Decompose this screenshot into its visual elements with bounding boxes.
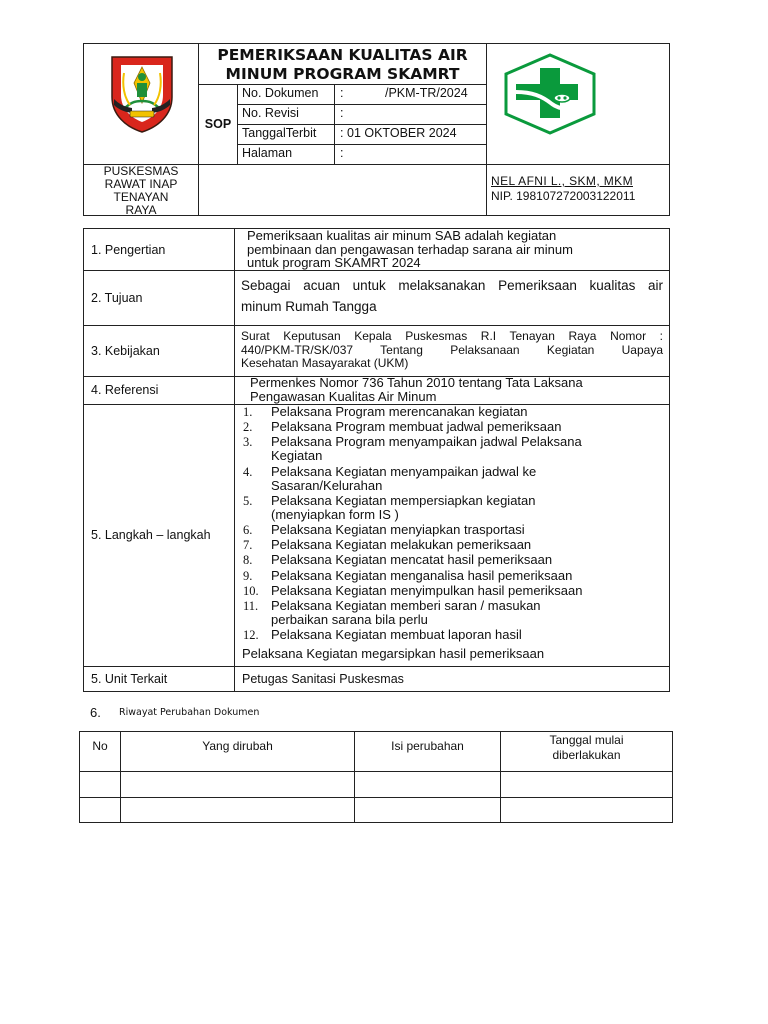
revision-number bbox=[380, 104, 480, 124]
section-label-tujuan: 2. Tujuan bbox=[91, 290, 143, 305]
meta-colon: : bbox=[340, 106, 344, 120]
text-line: Surat Keputusan Kepala Puskesmas R.I Tenayan Raya Nomor : bbox=[241, 329, 663, 343]
meta-label: TanggalTerbit bbox=[242, 126, 317, 140]
header-line: diberlakukan bbox=[552, 748, 621, 762]
text-line: Sebagai acuan untuk melaksanakan Pemeriksaan kualitas air bbox=[241, 278, 663, 293]
step-number: 5. bbox=[243, 493, 253, 508]
step-text: Pelaksana Program merencanakan kegiatan bbox=[271, 404, 528, 419]
step-text: Pelaksana Kegiatan menyiapkan trasportasi bbox=[271, 521, 525, 537]
sop-content-table bbox=[83, 228, 670, 692]
section-label-unit-terkait: 5. Unit Terkait bbox=[91, 671, 168, 686]
sop-label: SOP bbox=[204, 117, 232, 131]
health-cross-icon bbox=[502, 52, 598, 136]
step-number: 7. bbox=[243, 538, 253, 553]
step-number: 9. bbox=[243, 568, 253, 583]
title-line: PEMERIKSAAN KUALITAS AIR bbox=[217, 46, 468, 64]
regional-emblem-logo bbox=[106, 53, 178, 135]
meta-label: No. Revisi bbox=[242, 106, 299, 120]
table-row bbox=[80, 798, 672, 822]
step-number: 3. bbox=[243, 435, 253, 450]
sop-header bbox=[83, 43, 670, 216]
text-line: minum Rumah Tangga bbox=[241, 299, 377, 314]
meta-colon: : bbox=[340, 86, 344, 100]
text-line: Kesehatan Masayarakat (UKM) bbox=[241, 356, 409, 370]
list-item bbox=[234, 538, 669, 552]
step-text: Pelaksana Program membuat jadwal pemeriksaan bbox=[271, 419, 562, 435]
table-cell bbox=[80, 798, 120, 822]
step-number: 12. bbox=[243, 628, 259, 643]
step-number: 8. bbox=[243, 553, 253, 568]
step-number: 11. bbox=[243, 598, 259, 613]
revision-history-table bbox=[79, 731, 673, 823]
column-header-changed: Yang dirubah bbox=[202, 738, 273, 753]
steps-closing-text: Pelaksana Kegiatan megarsipkan hasil pemeriksaan bbox=[242, 646, 545, 661]
step-text: Pelaksana Kegiatan menyampaikan jadwal ke bbox=[271, 463, 537, 479]
list-item bbox=[234, 420, 669, 434]
section-pengertian-content bbox=[242, 229, 669, 270]
section-langkah-content bbox=[234, 405, 669, 666]
signer-block bbox=[486, 174, 670, 208]
table-cell bbox=[80, 772, 120, 797]
step-text: perbaikan sarana bila perlu bbox=[271, 611, 428, 627]
meta-colon: : bbox=[340, 146, 344, 160]
text-line: 440/PKM-TR/SK/037 Tentang Pelaksanaan Kegiatan Uapaya bbox=[241, 342, 663, 357]
section-label-referensi: 4. Referensi bbox=[91, 383, 159, 397]
step-number: 6. bbox=[243, 522, 253, 537]
section-referensi-content bbox=[245, 376, 669, 404]
header-line: Tanggal mulai bbox=[549, 733, 624, 747]
text-line: untuk program SKAMRT 2024 bbox=[247, 255, 421, 271]
table-cell bbox=[121, 798, 354, 822]
signer-nip: NIP. 198107272003122011 bbox=[491, 189, 636, 203]
table-cell bbox=[501, 798, 672, 822]
text-line: Pemeriksaan kualitas air minum SAB adalah kegiatan bbox=[247, 228, 557, 243]
text-line: Permenkes Nomor 736 Tahun 2010 tentang Tata Laksana bbox=[250, 375, 583, 390]
org-line: TENAYAN bbox=[113, 190, 169, 204]
issue-date: 01 OKTOBER 2024 bbox=[347, 126, 457, 140]
list-item bbox=[234, 584, 669, 598]
step-text: Pelaksana Kegiatan menyimpulkan hasil pemeriksaan bbox=[271, 582, 583, 598]
step-text: Pelaksana Kegiatan membuat laporan hasil bbox=[271, 627, 522, 643]
history-section-title: Riwayat Perubahan Dokumen bbox=[119, 707, 260, 718]
step-text: Pelaksana Kegiatan memberi saran / masukan bbox=[271, 597, 541, 613]
steps-list bbox=[234, 405, 669, 642]
step-number: 1. bbox=[243, 405, 253, 419]
list-item bbox=[234, 523, 669, 537]
step-text: Pelaksana Program menyampaikan jadwal Pelaksana bbox=[271, 434, 582, 450]
list-item bbox=[234, 599, 669, 627]
table-cell bbox=[121, 772, 354, 797]
step-text: Sasaran/Kelurahan bbox=[271, 477, 383, 493]
shield-emblem-icon bbox=[106, 53, 178, 135]
signer-name: NEL AFNI L., SKM, MKM bbox=[491, 174, 633, 188]
section-label-langkah: 5. Langkah – langkah bbox=[91, 528, 211, 542]
page-number bbox=[380, 144, 480, 164]
meta-label: Halaman bbox=[242, 146, 293, 160]
list-item bbox=[234, 628, 669, 642]
text-line: Pengawasan Kualitas Air Minum bbox=[250, 388, 437, 404]
step-text: Kegiatan bbox=[271, 448, 323, 464]
list-item bbox=[234, 569, 669, 583]
column-header-no: No bbox=[92, 738, 108, 753]
meta-label: No. Dokumen bbox=[242, 86, 319, 100]
text-line: pembinaan dan pengawasan terhadap sarana air minum bbox=[247, 241, 573, 257]
org-line: RAYA bbox=[125, 203, 157, 217]
list-item bbox=[234, 494, 669, 522]
list-item bbox=[234, 405, 669, 419]
section-label-pengertian: 1. Pengertian bbox=[91, 242, 166, 257]
history-section-number: 6. bbox=[90, 705, 101, 720]
table-cell bbox=[355, 772, 500, 797]
title-line: MINUM PROGRAM SKAMRT bbox=[225, 65, 460, 83]
section-tujuan-content bbox=[236, 275, 669, 323]
step-text: (menyiapkan form IS ) bbox=[271, 506, 399, 522]
step-text: Pelaksana Kegiatan mempersiapkan kegiatan bbox=[271, 492, 536, 508]
section-kebijakan-content bbox=[236, 330, 669, 374]
org-line: PUSKESMAS bbox=[103, 164, 179, 178]
table-cell bbox=[355, 798, 500, 822]
document-number: /PKM-TR/2024 bbox=[385, 86, 468, 100]
org-line: RAWAT INAP bbox=[104, 177, 178, 191]
puskesmas-logo bbox=[502, 52, 598, 136]
step-text: Pelaksana Kegiatan melakukan pemeriksaan bbox=[271, 537, 532, 553]
list-item bbox=[234, 465, 669, 493]
table-cell bbox=[501, 772, 672, 797]
step-number: 4. bbox=[243, 464, 253, 479]
step-number: 10. bbox=[243, 583, 259, 598]
column-header-content: Isi perubahan bbox=[391, 738, 464, 753]
column-header-effective-date bbox=[501, 732, 672, 764]
step-text: Pelaksana Kegiatan mencatat hasil pemeriksaan bbox=[271, 552, 553, 568]
table-row bbox=[80, 772, 672, 797]
step-text: Pelaksana Kegiatan menganalisa hasil pemeriksaan bbox=[271, 567, 573, 583]
list-item bbox=[234, 553, 669, 567]
section-unit-terkait-content: Petugas Sanitasi Puskesmas bbox=[242, 671, 404, 686]
list-item bbox=[234, 435, 669, 463]
step-number: 2. bbox=[243, 420, 253, 435]
section-label-kebijakan: 3. Kebijakan bbox=[91, 343, 160, 358]
document-title bbox=[199, 46, 486, 84]
organization-name bbox=[84, 164, 198, 216]
meta-colon: : bbox=[340, 126, 344, 140]
